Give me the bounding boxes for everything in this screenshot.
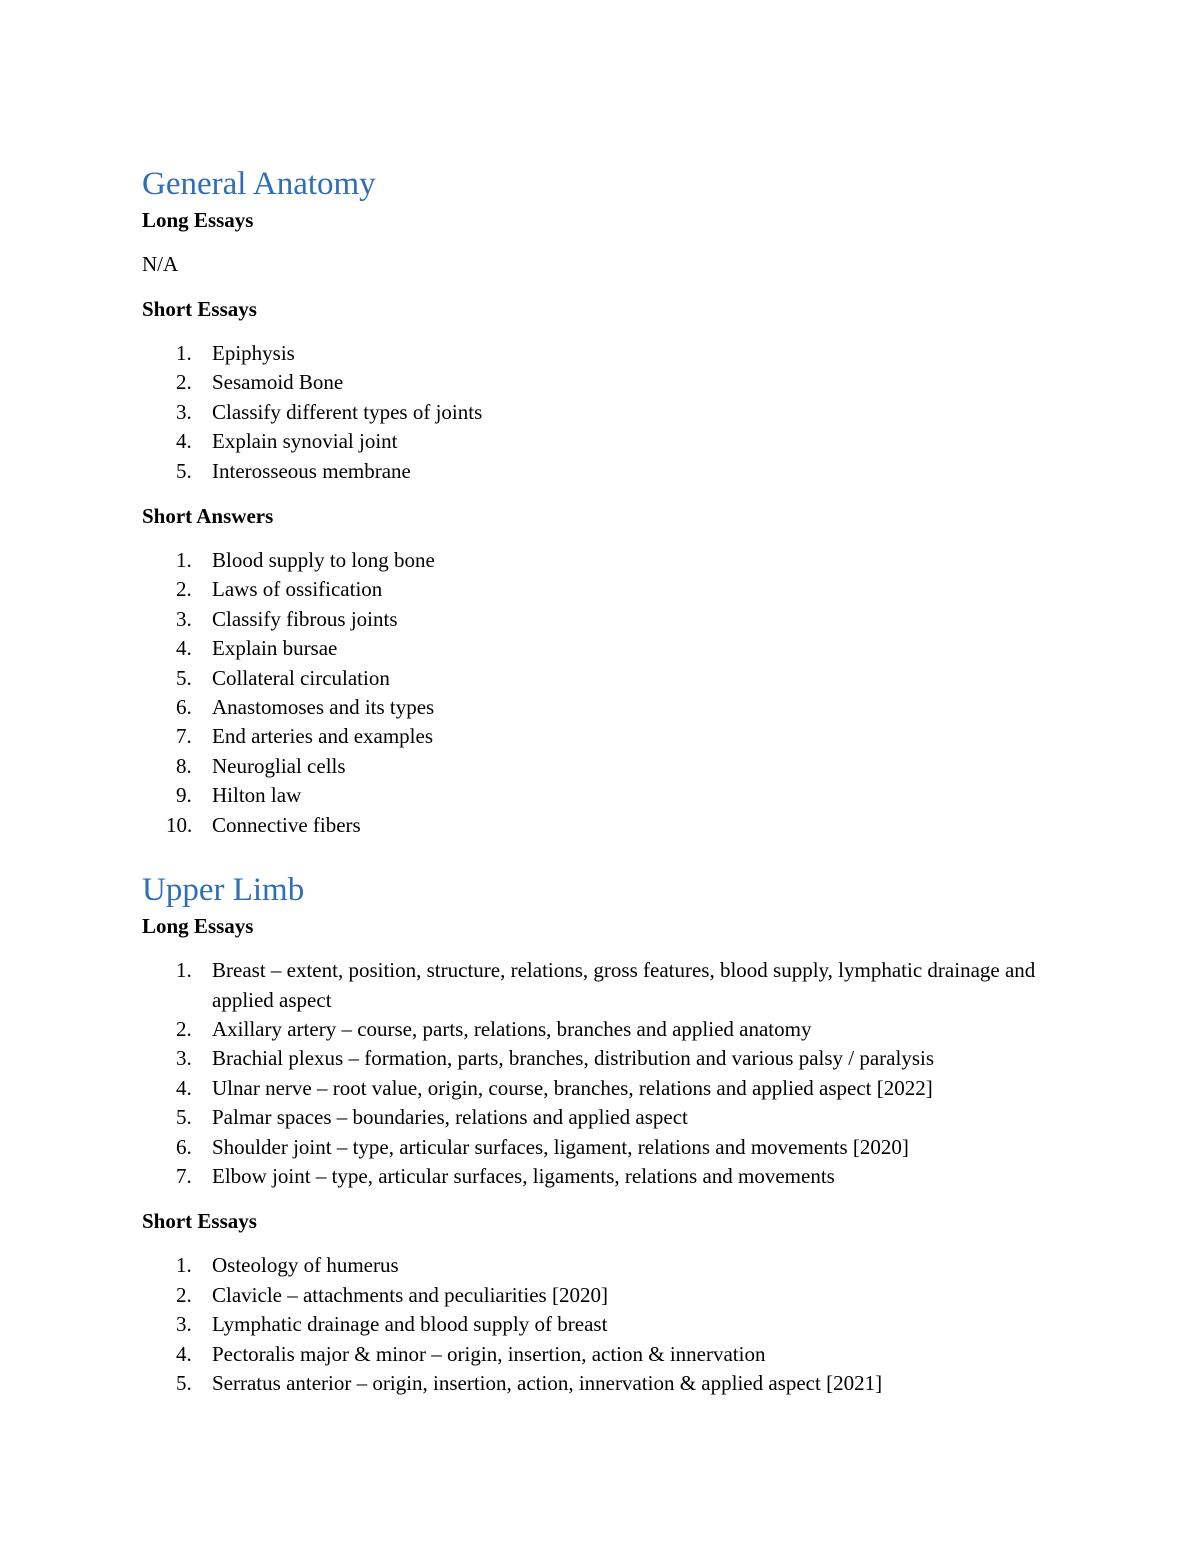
long-essays-heading: Long Essays [142,914,254,939]
list-item: 2. Axillary artery – course, parts, relations, branches and applied anatomy [176,1016,812,1041]
short-essays-list [142,339,1042,486]
list-item: 1. Epiphysis [176,341,295,365]
list-item: 1. Breast – extent, position, structure, relations, gross features, blood supply, lymphatic drainage and applied aspect [176,958,1036,1012]
long-essays-na: N/A [142,252,179,276]
list-item: 3. Classify fibrous joints [176,606,398,631]
list-item: 4. Explain synovial joint [176,429,398,454]
list-item: 6. Shoulder joint – type, articular surfaces, ligament, relations and movements [2020] [176,1134,909,1159]
list-item: 10. Connective fibers [166,812,361,837]
list-item: 3. Brachial plexus – formation, parts, branches, distribution and various palsy / paralysis [176,1046,935,1071]
long-essays-list [142,956,1042,1191]
list-item: 6. Anastomoses and its types [176,695,435,720]
section-title: Upper Limb [142,872,305,909]
list-item: 5. Interosseous membrane [176,458,411,483]
list-item: 4. Pectoralis major & minor – origin, insertion, action & innervation [176,1341,766,1366]
long-essays-heading: Long Essays [142,208,254,232]
list-item: 5. Palmar spaces – boundaries, relations and applied aspect [176,1105,688,1130]
short-essays-heading: Short Essays [142,1209,257,1234]
section-title: General Anatomy [142,166,376,202]
list-item: 4. Explain bursae [176,636,338,661]
list-item: 2. Clavicle – attachments and peculiarities [2020] [176,1282,608,1307]
list-item: 3. Lymphatic drainage and blood supply of breast [176,1312,608,1337]
list-item: 7. Elbow joint – type, articular surfaces, ligaments, relations and movements [176,1163,835,1188]
short-answers-heading: Short Answers [142,504,274,529]
short-answers-list [142,546,1042,840]
list-item: 4. Ulnar nerve – root value, origin, course, branches, relations and applied aspect [2022] [176,1075,933,1100]
document-page [142,162,1042,1398]
list-item: 3. Classify different types of joints [176,399,483,424]
list-item: 9. Hilton law [176,783,302,808]
list-item: 8. Neuroglial cells [176,753,346,778]
list-item: 5. Collateral circulation [176,665,390,690]
list-item: 5. Serratus anterior – origin, insertion, action, innervation & applied aspect [2021] [176,1370,883,1395]
short-essays-heading: Short Essays [142,297,257,321]
list-item: 2. Sesamoid Bone [176,370,344,395]
list-item: 1. Blood supply to long bone [176,548,435,573]
list-item: 7. End arteries and examples [176,724,433,749]
short-essays-list [142,1251,1042,1398]
list-item: 2. Laws of ossification [176,577,383,602]
list-item: 1. Osteology of humerus [176,1253,399,1278]
